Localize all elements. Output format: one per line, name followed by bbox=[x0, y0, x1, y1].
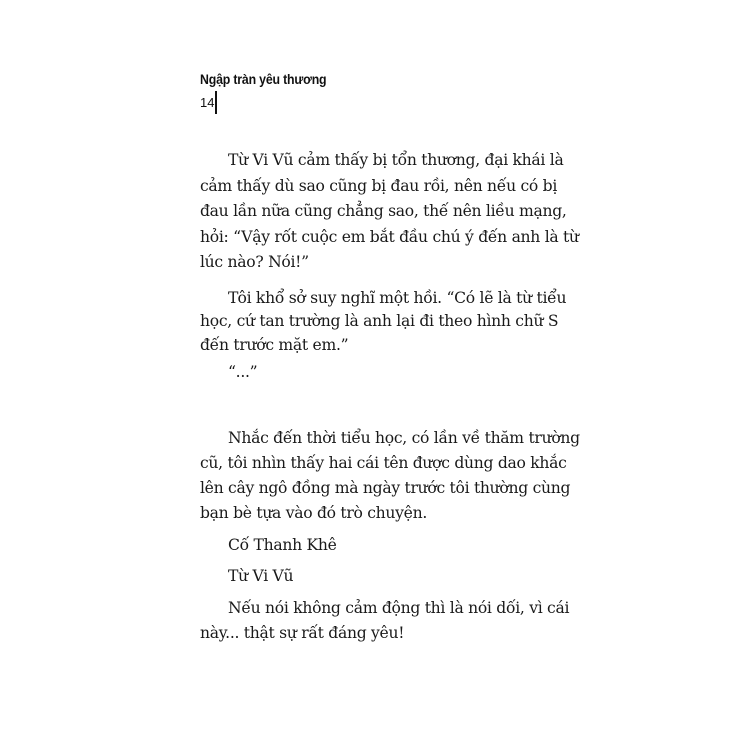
text-line: này... thật sự rất đáng yêu! bbox=[200, 624, 405, 642]
header-divider bbox=[215, 91, 217, 114]
text-line: bạn bè tựa vào đó trò chuyện. bbox=[200, 504, 428, 522]
running-header-title: Ngập tràn yêu thương bbox=[200, 71, 327, 87]
text-line: Nhắc đến thời tiểu học, có lần về thăm trường bbox=[228, 429, 580, 447]
text-line: học, cứ tan trường là anh lại đi theo hình chữ S bbox=[200, 312, 559, 330]
text-line: Tôi khổ sở suy nghĩ một hồi. “Có lẽ là từ tiểu bbox=[228, 289, 567, 307]
text-line: hỏi: “Vậy rốt cuộc em bắt đầu chú ý đến anh là từ bbox=[200, 228, 579, 246]
text-line: đau lần nữa cũng chẳng sao, thế nên liều mạng, bbox=[200, 202, 567, 220]
text-line: “...” bbox=[228, 363, 258, 381]
text-line: lên cây ngô đồng mà ngày trước tôi thường cùng bbox=[200, 479, 571, 497]
text-line: Cố Thanh Khê bbox=[228, 536, 337, 554]
text-line: Từ Vi Vũ bbox=[228, 567, 294, 585]
text-line: Nếu nói không cảm động thì là nói dối, vì cái bbox=[228, 599, 570, 617]
text-line: lúc nào? Nói!” bbox=[200, 253, 309, 271]
text-line: Từ Vi Vũ cảm thấy bị tổn thương, đại khái là bbox=[228, 151, 564, 169]
text-line: cảm thấy dù sao cũng bị đau rồi, nên nếu có bị bbox=[200, 177, 558, 195]
text-line: cũ, tôi nhìn thấy hai cái tên được dùng dao khắc bbox=[200, 454, 567, 472]
text-line: đến trước mặt em.” bbox=[200, 336, 349, 354]
page-number: 14 bbox=[200, 95, 215, 110]
